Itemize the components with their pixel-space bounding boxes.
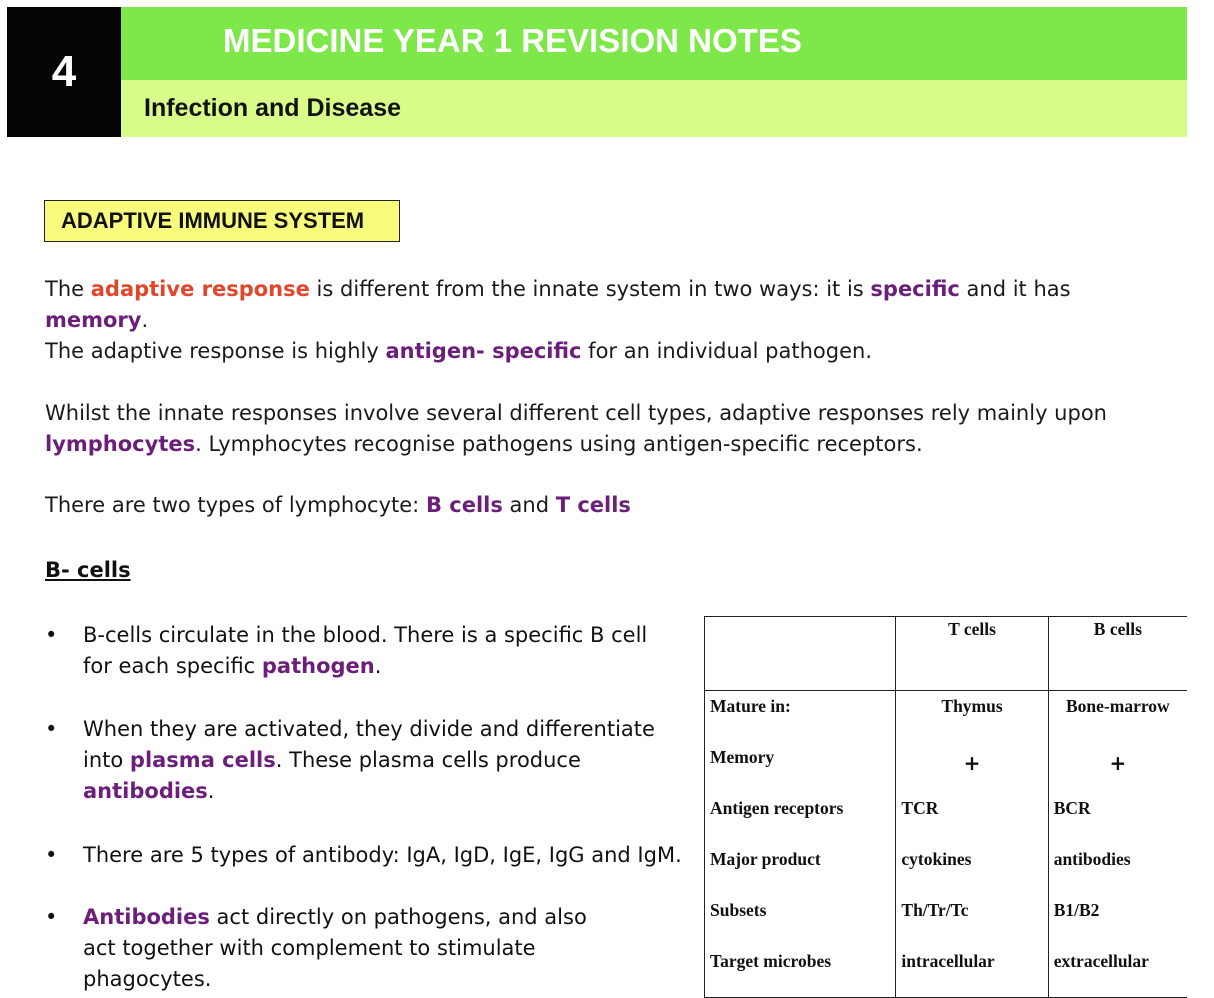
table-cell: cytokines bbox=[896, 844, 1048, 895]
table-cell: Mature in: bbox=[705, 691, 896, 743]
table-cell: Major product bbox=[705, 844, 896, 895]
chapter-number: 4 bbox=[7, 7, 121, 137]
paragraph-antigen-specific: The adaptive response is highly antigen- specific for an individual pathogen. bbox=[45, 339, 872, 363]
table-header-cell: T cells bbox=[896, 617, 1048, 691]
table-row bbox=[705, 691, 1188, 743]
term-specific: specific bbox=[870, 277, 960, 301]
table-row bbox=[705, 946, 1188, 998]
table-cell: Bone-marrow bbox=[1066, 696, 1170, 716]
bullet-icon: • bbox=[45, 623, 58, 647]
list-item: • Antibodies act directly on pathogens, and also act together with complement to stimulate phagocytes. bbox=[45, 902, 675, 966]
term-b-cells: B cells bbox=[425, 493, 503, 517]
table-header-row bbox=[705, 617, 1188, 691]
table-cell: B1/B2 bbox=[1053, 900, 1100, 920]
bullet-icon: • bbox=[45, 717, 58, 741]
table-cell: + bbox=[896, 742, 1048, 793]
term-t-cells: T cells bbox=[555, 493, 631, 517]
table-cell: TCR bbox=[896, 793, 1048, 844]
list-item: • B-cells circulate in the blood. There is a specific B cell for each specific pathogen. bbox=[45, 620, 675, 684]
term-antigen-specific: antigen- specific bbox=[385, 339, 582, 363]
bullet-icon: • bbox=[45, 843, 58, 867]
table-cell: Thymus bbox=[896, 691, 1048, 743]
table-header-cell: B cells bbox=[1048, 617, 1187, 691]
page-title: MEDICINE YEAR 1 REVISION NOTES bbox=[121, 7, 1187, 80]
table-cell: intracellular bbox=[896, 946, 1048, 998]
table-cell: Antigen receptors bbox=[705, 793, 896, 844]
page-subtitle: Infection and Disease bbox=[121, 80, 1187, 137]
term-lymphocytes: lymphocytes bbox=[45, 432, 196, 456]
term-adaptive-response: adaptive response bbox=[90, 277, 310, 301]
section-title: ADAPTIVE IMMUNE SYSTEM bbox=[44, 200, 400, 242]
table-cell: extracellular bbox=[1048, 946, 1187, 998]
table-cell: BCR bbox=[1053, 798, 1091, 818]
table-cell: Subsets bbox=[705, 895, 896, 946]
table-cell: Memory bbox=[705, 742, 896, 793]
table-row bbox=[705, 742, 1188, 793]
table-cell: Th/Tr/Tc bbox=[896, 895, 1048, 946]
table-cell: Target microbes bbox=[705, 946, 896, 998]
table-cell: + bbox=[1109, 751, 1127, 775]
table-cell: antibodies bbox=[1053, 849, 1131, 869]
term-memory: memory bbox=[45, 308, 142, 332]
lymphocyte-comparison-table bbox=[704, 616, 1187, 998]
paragraph-lymphocytes: Whilst the innate responses involve several different cell types, adaptive responses rely mainly upon lymphocytes. Lymphocytes recognise pathogens using antigen-specific receptors. bbox=[45, 401, 1107, 456]
list-item: • When they are activated, they divide and differentiate into plasma cells. These plasma cells produce antibodies. bbox=[45, 714, 675, 808]
paragraph-lymphocyte-types: There are two types of lymphocyte: B cells and T cells bbox=[45, 493, 631, 517]
bullet-icon: • bbox=[45, 905, 58, 929]
list-item: • There are 5 types of antibody: IgA, IgD, IgE, IgG and IgM. bbox=[45, 840, 675, 872]
table-header-cell bbox=[705, 617, 896, 691]
table-row bbox=[705, 844, 1188, 895]
table-row bbox=[705, 793, 1188, 844]
b-cells-heading: B- cells bbox=[45, 558, 131, 582]
paragraph-adaptive-response: The adaptive response is different from the innate system in two ways: it is specific and it has memory. bbox=[45, 277, 1071, 332]
table-row bbox=[705, 895, 1188, 946]
